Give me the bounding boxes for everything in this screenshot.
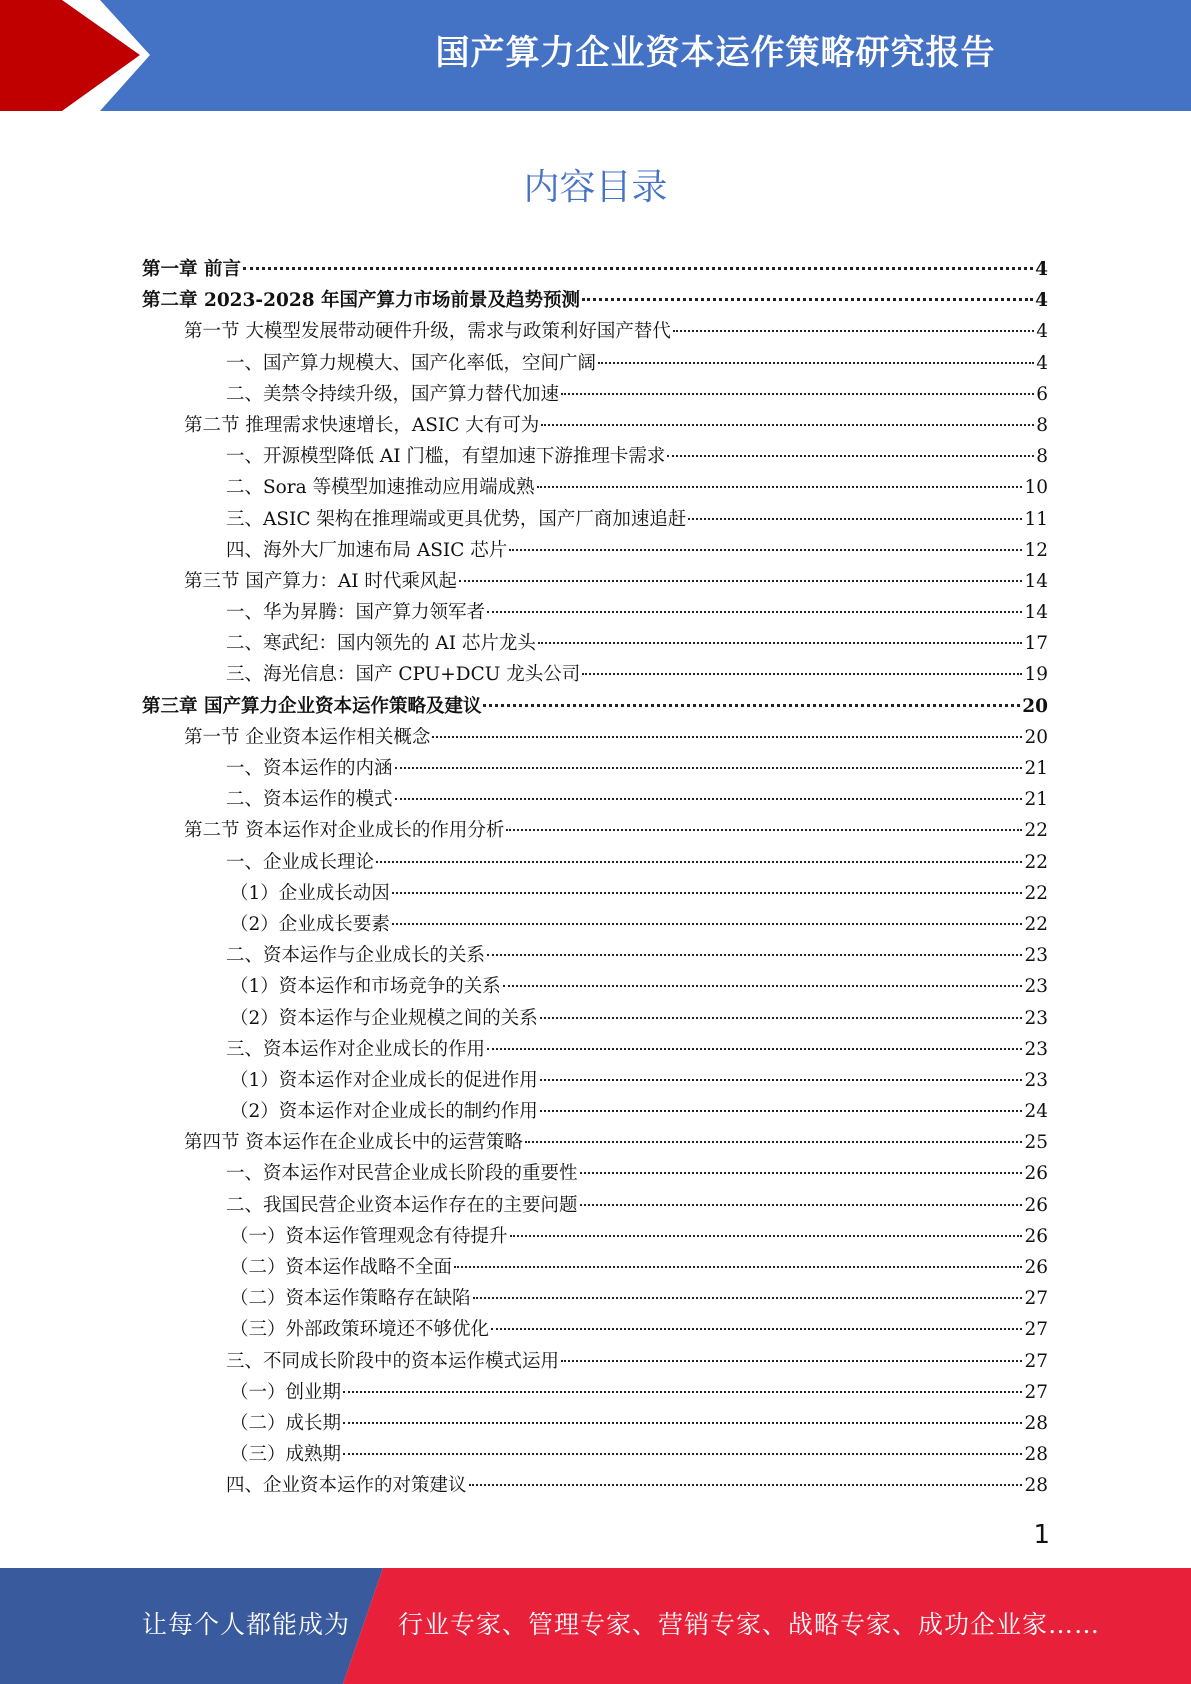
toc-entry-title: （一）创业期: [230, 1381, 342, 1403]
toc-entry-title: 二、美禁令持续升级，国产算力替代加速: [226, 383, 560, 405]
toc-entry-page: 28: [1024, 1444, 1048, 1466]
toc-entry-title: 一、企业成长理论: [226, 851, 375, 873]
toc-entry-title: 第四节 资本运作在企业成长中的运营策略: [184, 1132, 523, 1154]
toc-dot-leader: [540, 1110, 1023, 1112]
toc-dot-leader: [395, 767, 1023, 769]
toc-entry-page: 11: [1024, 508, 1048, 530]
toc-entry-page: 26: [1024, 1163, 1048, 1185]
toc-dot-leader: [343, 1391, 1022, 1393]
toc-dot-leader: [459, 580, 1023, 582]
toc-entry-page: 20: [1022, 695, 1048, 717]
toc-dot-leader: [483, 704, 1020, 707]
toc-entry-title: （2）企业成长要素: [230, 913, 390, 935]
toc-entry[interactable]: [142, 254, 1048, 285]
toc-entry-page: 24: [1024, 1101, 1048, 1123]
toc-entry-title: 四、海外大厂加速布局 ASIC 芯片: [226, 539, 508, 561]
toc-entry-title: 三、资本运作对企业成长的作用: [226, 1038, 486, 1060]
toc-entry-title: 一、资本运作的内涵: [226, 758, 393, 779]
toc-entry-page: 14: [1024, 570, 1048, 592]
toc-entry-page: 23: [1024, 1069, 1048, 1091]
toc-entry-title: 一、资本运作对民营企业成长阶段的重要性: [226, 1163, 578, 1185]
toc-entry[interactable]: [142, 847, 1048, 878]
toc-entry-title: 二、Sora 等模型加速推动应用端成熟: [226, 477, 535, 499]
toc-entry-page: 19: [1024, 664, 1048, 686]
toc-dot-leader: [510, 1235, 1023, 1237]
toc-entry[interactable]: [142, 441, 1048, 472]
toc-dot-leader: [454, 1266, 1022, 1268]
toc-entry-title: （1）资本运作对企业成长的促进作用: [230, 1069, 538, 1091]
toc-entry-title: 第三章 国产算力企业资本运作策略及建议: [142, 695, 482, 717]
toc-entry[interactable]: [142, 1127, 1048, 1158]
toc-entry-page: 27: [1024, 1288, 1048, 1310]
toc-dot-leader: [473, 1297, 1023, 1299]
toc-entry-page: 28: [1024, 1412, 1048, 1434]
toc-dot-leader: [243, 267, 1033, 270]
toc-entry[interactable]: [142, 566, 1048, 597]
toc-entry[interactable]: [142, 1470, 1048, 1501]
toc-entry[interactable]: [142, 940, 1048, 971]
toc-entry-page: 4: [1035, 259, 1048, 280]
toc-entry-page: 26: [1024, 1257, 1048, 1278]
toc-entry-page: 21: [1024, 789, 1048, 811]
toc-entry[interactable]: [142, 753, 1048, 784]
toc-entry-page: 21: [1024, 758, 1048, 779]
toc-dot-leader: [487, 1048, 1022, 1050]
toc-entry[interactable]: [142, 472, 1048, 503]
toc-entry[interactable]: [142, 628, 1048, 659]
toc-dot-leader: [376, 861, 1022, 863]
toc-entry-page: 22: [1024, 820, 1048, 842]
toc-entry-title: （二）成长期: [230, 1412, 342, 1434]
toc-heading: 内容目录: [523, 167, 668, 208]
toc-entry[interactable]: [142, 1034, 1048, 1065]
toc-entry-page: 22: [1024, 882, 1048, 904]
toc-dot-leader: [582, 673, 1022, 675]
toc-dot-leader: [343, 1453, 1022, 1455]
toc-dot-leader: [688, 518, 1022, 520]
toc-entry-title: 第二节 推理需求快速增长，ASIC 大有可为: [184, 414, 540, 436]
toc-dot-leader: [432, 736, 1022, 738]
toc-entry[interactable]: [142, 1377, 1048, 1408]
toc-entry-page: 23: [1024, 945, 1048, 967]
toc-entry-title: （三）外部政策环境还不够优化: [230, 1319, 490, 1341]
toc-entry-title: （2）资本运作与企业规模之间的关系: [230, 1007, 538, 1029]
toc-entry[interactable]: [142, 1283, 1048, 1314]
toc-entry[interactable]: [142, 878, 1048, 909]
toc-entry-page: 22: [1024, 851, 1048, 873]
toc-entry-page: 12: [1024, 539, 1048, 561]
toc-entry-page: 27: [1024, 1381, 1048, 1403]
toc-entry-title: （1）资本运作和市场竞争的关系: [230, 976, 501, 998]
toc-entry-title: 二、寒武纪：国内领先的 AI 芯片龙头: [226, 633, 536, 655]
toc-entry-title: 第一节 企业资本运作相关概念: [184, 726, 431, 748]
toc-entry-page: 28: [1024, 1475, 1048, 1497]
toc-entry-page: 4: [1036, 352, 1048, 374]
toc-dot-leader: [541, 424, 1034, 426]
toc-entry-page: 17: [1024, 633, 1048, 655]
toc-entry-title: 第二章 2023-2028 年国产算力市场前景及趋势预测: [142, 290, 581, 312]
toc-dot-leader: [392, 923, 1023, 925]
toc-entry-title: 第三节 国产算力：AI 时代乘风起: [184, 570, 457, 592]
toc-dot-leader: [469, 1484, 1023, 1486]
toc-entry-page: 4: [1036, 321, 1048, 343]
toc-entry-title: （二）资本运作战略不全面: [230, 1257, 453, 1278]
toc-entry-page: 10: [1024, 477, 1048, 499]
toc-entry-title: 二、资本运作的模式: [226, 789, 393, 811]
toc-dot-leader: [343, 1422, 1022, 1424]
toc-dot-leader: [503, 985, 1023, 987]
toc-entry[interactable]: [142, 597, 1048, 628]
toc-entry[interactable]: [142, 1439, 1048, 1470]
toc-entry-title: （二）资本运作策略存在缺陷: [230, 1288, 471, 1310]
toc-dot-leader: [540, 1017, 1023, 1019]
toc-entry[interactable]: [142, 815, 1048, 846]
toc-entry-title: 四、企业资本运作的对策建议: [226, 1475, 467, 1497]
toc-entry[interactable]: [142, 722, 1048, 753]
toc-entry[interactable]: [142, 285, 1048, 316]
toc-entry[interactable]: [142, 1346, 1048, 1377]
toc-entry-page: 25: [1024, 1132, 1048, 1154]
toc-entry[interactable]: [142, 659, 1048, 690]
toc-entry-page: 14: [1024, 602, 1048, 624]
toc-entry[interactable]: [142, 909, 1048, 940]
toc-dot-leader: [487, 954, 1022, 956]
toc-entry-page: 23: [1024, 976, 1048, 998]
toc-dot-leader: [598, 362, 1034, 364]
toc-dot-leader: [538, 642, 1023, 644]
toc-entry[interactable]: [142, 1190, 1048, 1221]
toc-entry-page: 4: [1035, 290, 1048, 312]
toc-dot-leader: [392, 892, 1023, 894]
toc-entry[interactable]: [142, 379, 1048, 410]
toc-entry-title: 第二节 资本运作对企业成长的作用分析: [184, 820, 505, 842]
toc-entry-title: 二、我国民营企业资本运作存在的主要问题: [226, 1194, 578, 1216]
toc-entry-title: 一、华为昇腾：国产算力领军者: [226, 602, 486, 624]
toc-entry[interactable]: [142, 1408, 1048, 1439]
toc-dot-leader: [561, 1360, 1022, 1362]
page-footer: [0, 1568, 1191, 1684]
toc-entry-title: 第一章 前言: [142, 259, 241, 280]
toc-entry[interactable]: [142, 1003, 1048, 1034]
toc-entry-title: 二、资本运作与企业成长的关系: [226, 945, 486, 967]
toc-dot-leader: [509, 549, 1022, 551]
toc-entry-title: 第一节 大模型发展带动硬件升级，需求与政策利好国产替代: [184, 321, 671, 343]
toc-entry-page: 27: [1024, 1319, 1048, 1341]
toc-dot-leader: [582, 298, 1033, 301]
page-number: 1: [1033, 1520, 1050, 1550]
toc-entry[interactable]: [142, 1221, 1048, 1252]
report-title: 国产算力企业资本运作策略研究报告: [435, 33, 996, 73]
toc-entry[interactable]: [142, 316, 1048, 347]
toc-entry-page: 23: [1024, 1007, 1048, 1029]
toc-entry-title: （2）资本运作对企业成长的制约作用: [230, 1101, 538, 1123]
toc-dot-leader: [491, 1328, 1022, 1330]
toc-entry[interactable]: [142, 348, 1048, 379]
toc-entry-title: 三、海光信息：国产 CPU+DCU 龙头公司: [226, 664, 581, 686]
toc-entry-title: （1）企业成长动因: [230, 882, 390, 904]
toc-dot-leader: [395, 798, 1023, 800]
toc-entry-title: （三）成熟期: [230, 1444, 342, 1466]
toc-entry[interactable]: [142, 1314, 1048, 1345]
toc-entry-title: 一、开源模型降低 AI 门槛，有望加速下游推理卡需求: [226, 446, 666, 468]
toc-entry-title: 三、ASIC 架构在推理端或更具优势，国产厂商加速追赶: [226, 508, 687, 530]
toc-dot-leader: [561, 393, 1034, 395]
toc-entry-title: 三、不同成长阶段中的资本运作模式运用: [226, 1350, 560, 1372]
toc-entry-page: 6: [1036, 383, 1048, 405]
toc-entry[interactable]: [142, 1065, 1048, 1096]
toc-entry-page: 23: [1024, 1038, 1048, 1060]
toc-entry-page: 8: [1036, 446, 1048, 468]
toc-entry-page: 8: [1036, 414, 1048, 436]
toc-entry[interactable]: [142, 971, 1048, 1002]
toc-entry[interactable]: [142, 504, 1048, 535]
toc-dot-leader: [506, 829, 1022, 831]
toc-dot-leader: [667, 455, 1034, 457]
toc-dot-leader: [580, 1172, 1023, 1174]
page-header: [0, 0, 1191, 111]
toc-dot-leader: [580, 1204, 1023, 1206]
toc-entry[interactable]: [142, 1096, 1048, 1127]
toc-dot-leader: [525, 1141, 1023, 1143]
toc-entry[interactable]: [142, 1252, 1048, 1283]
toc-entry[interactable]: [142, 535, 1048, 566]
toc-entry[interactable]: [142, 1158, 1048, 1189]
toc-entry-page: 27: [1024, 1350, 1048, 1372]
toc-entry-page: 20: [1024, 726, 1048, 748]
toc-entry-page: 22: [1024, 913, 1048, 935]
toc-dot-leader: [537, 486, 1023, 488]
toc-dot-leader: [540, 1079, 1023, 1081]
toc-entry-page: 26: [1024, 1225, 1048, 1247]
toc-dot-leader: [487, 611, 1022, 613]
toc-entry[interactable]: [142, 784, 1048, 815]
table-of-contents: [142, 254, 1048, 1502]
footer-slogan-left: 让每个人都能成为: [142, 1610, 351, 1639]
toc-dot-leader: [673, 330, 1034, 332]
toc-entry-title: 一、国产算力规模大、国产化率低，空间广阔: [226, 352, 597, 374]
toc-entry-title: （一）资本运作管理观念有待提升: [230, 1225, 508, 1247]
toc-entry[interactable]: [142, 691, 1048, 722]
toc-entry[interactable]: [142, 410, 1048, 441]
footer-slogan-right: 行业专家、管理专家、营销专家、战略专家、成功企业家……: [398, 1610, 1101, 1639]
toc-entry-page: 26: [1024, 1194, 1048, 1216]
